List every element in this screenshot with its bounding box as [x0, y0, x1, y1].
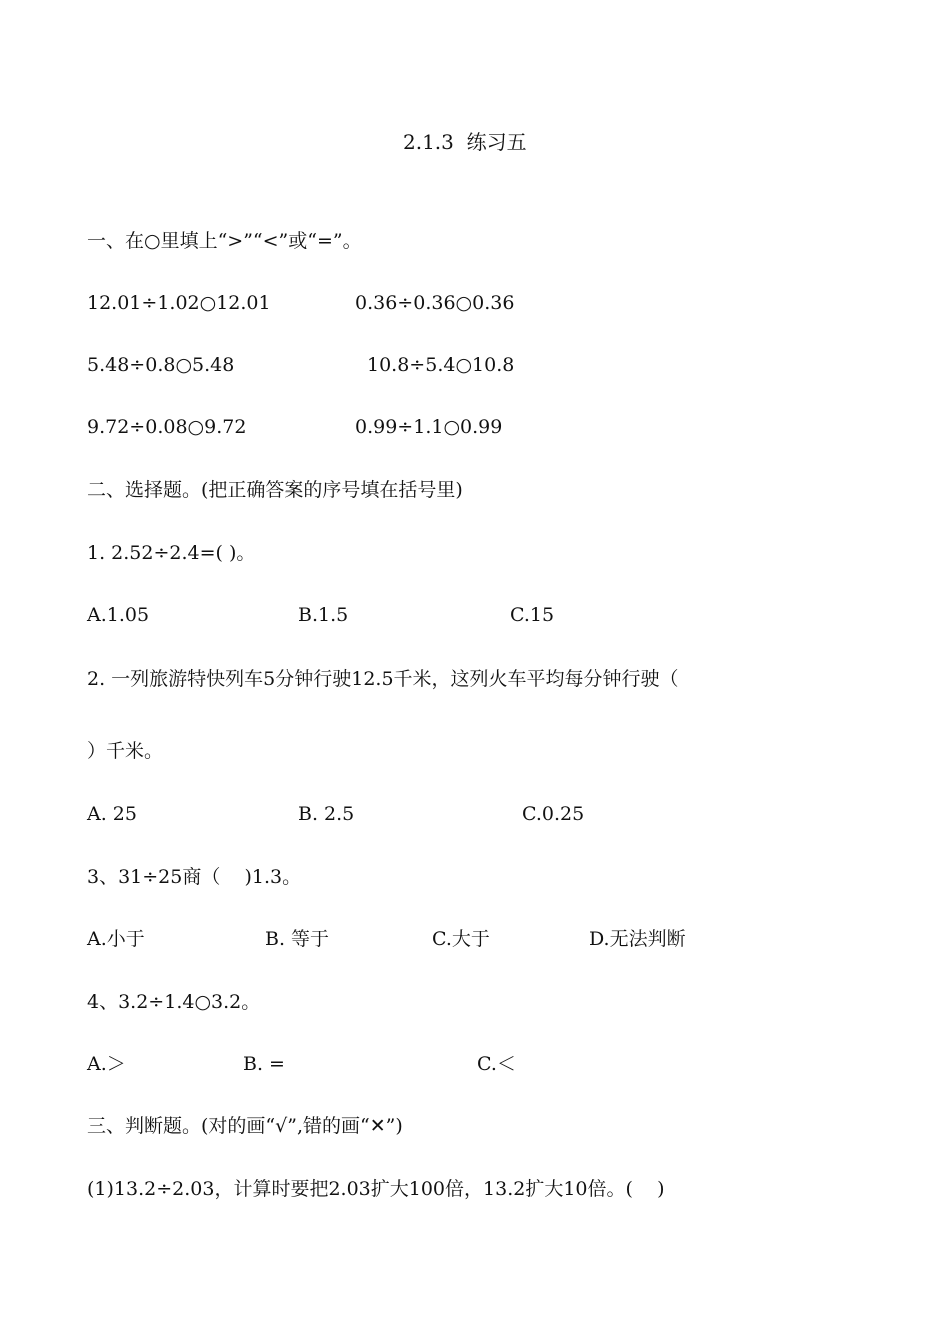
compare-item: 5.48÷0.8○5.48 — [87, 354, 235, 376]
section2-heading: 二、选择题。(把正确答案的序号填在括号里) — [87, 479, 463, 501]
option: A.＞ — [87, 1053, 126, 1075]
compare-item: 0.36÷0.36○0.36 — [355, 292, 515, 314]
question-stem: 4、3.2÷1.4○3.2。 — [87, 991, 261, 1013]
option: C.15 — [510, 604, 555, 626]
option: A.小于 — [87, 928, 145, 950]
option: C.0.25 — [522, 803, 585, 825]
compare-item: 9.72÷0.08○9.72 — [87, 416, 247, 438]
compare-item: 10.8÷5.4○10.8 — [367, 354, 515, 376]
question-stem: 1. 2.52÷2.4=( )。 — [87, 542, 256, 564]
option: A.1.05 — [87, 604, 150, 626]
option: B. 等于 — [265, 928, 330, 950]
option: A. 25 — [87, 803, 137, 825]
option: C.大于 — [432, 928, 490, 950]
compare-item: 12.01÷1.02○12.01 — [87, 292, 271, 314]
option: D.无法判断 — [589, 928, 686, 950]
option: B. 2.5 — [298, 803, 355, 825]
question-stem: 3、31÷25商（ )1.3。 — [87, 866, 302, 888]
option: B. = — [243, 1053, 285, 1075]
option: C.＜ — [477, 1053, 516, 1075]
compare-item: 0.99÷1.1○0.99 — [355, 416, 503, 438]
judgement-item: (1)13.2÷2.03，计算时要把2.03扩大100倍，13.2扩大10倍。( ) — [87, 1178, 665, 1200]
option: B.1.5 — [298, 604, 349, 626]
section1-heading: 一、在○里填上“>”“<”或“=”。 — [87, 230, 362, 252]
question-stem-continuation: ）千米。 — [87, 740, 164, 762]
question-stem: 2. 一列旅游特快列车5分钟行驶12.5千米，这列火车平均每分钟行驶（ — [87, 668, 679, 690]
section3-heading: 三、判断题。(对的画“√”,错的画“✕”) — [87, 1115, 403, 1137]
page-title: 2.1.3 练习五 — [403, 130, 527, 154]
